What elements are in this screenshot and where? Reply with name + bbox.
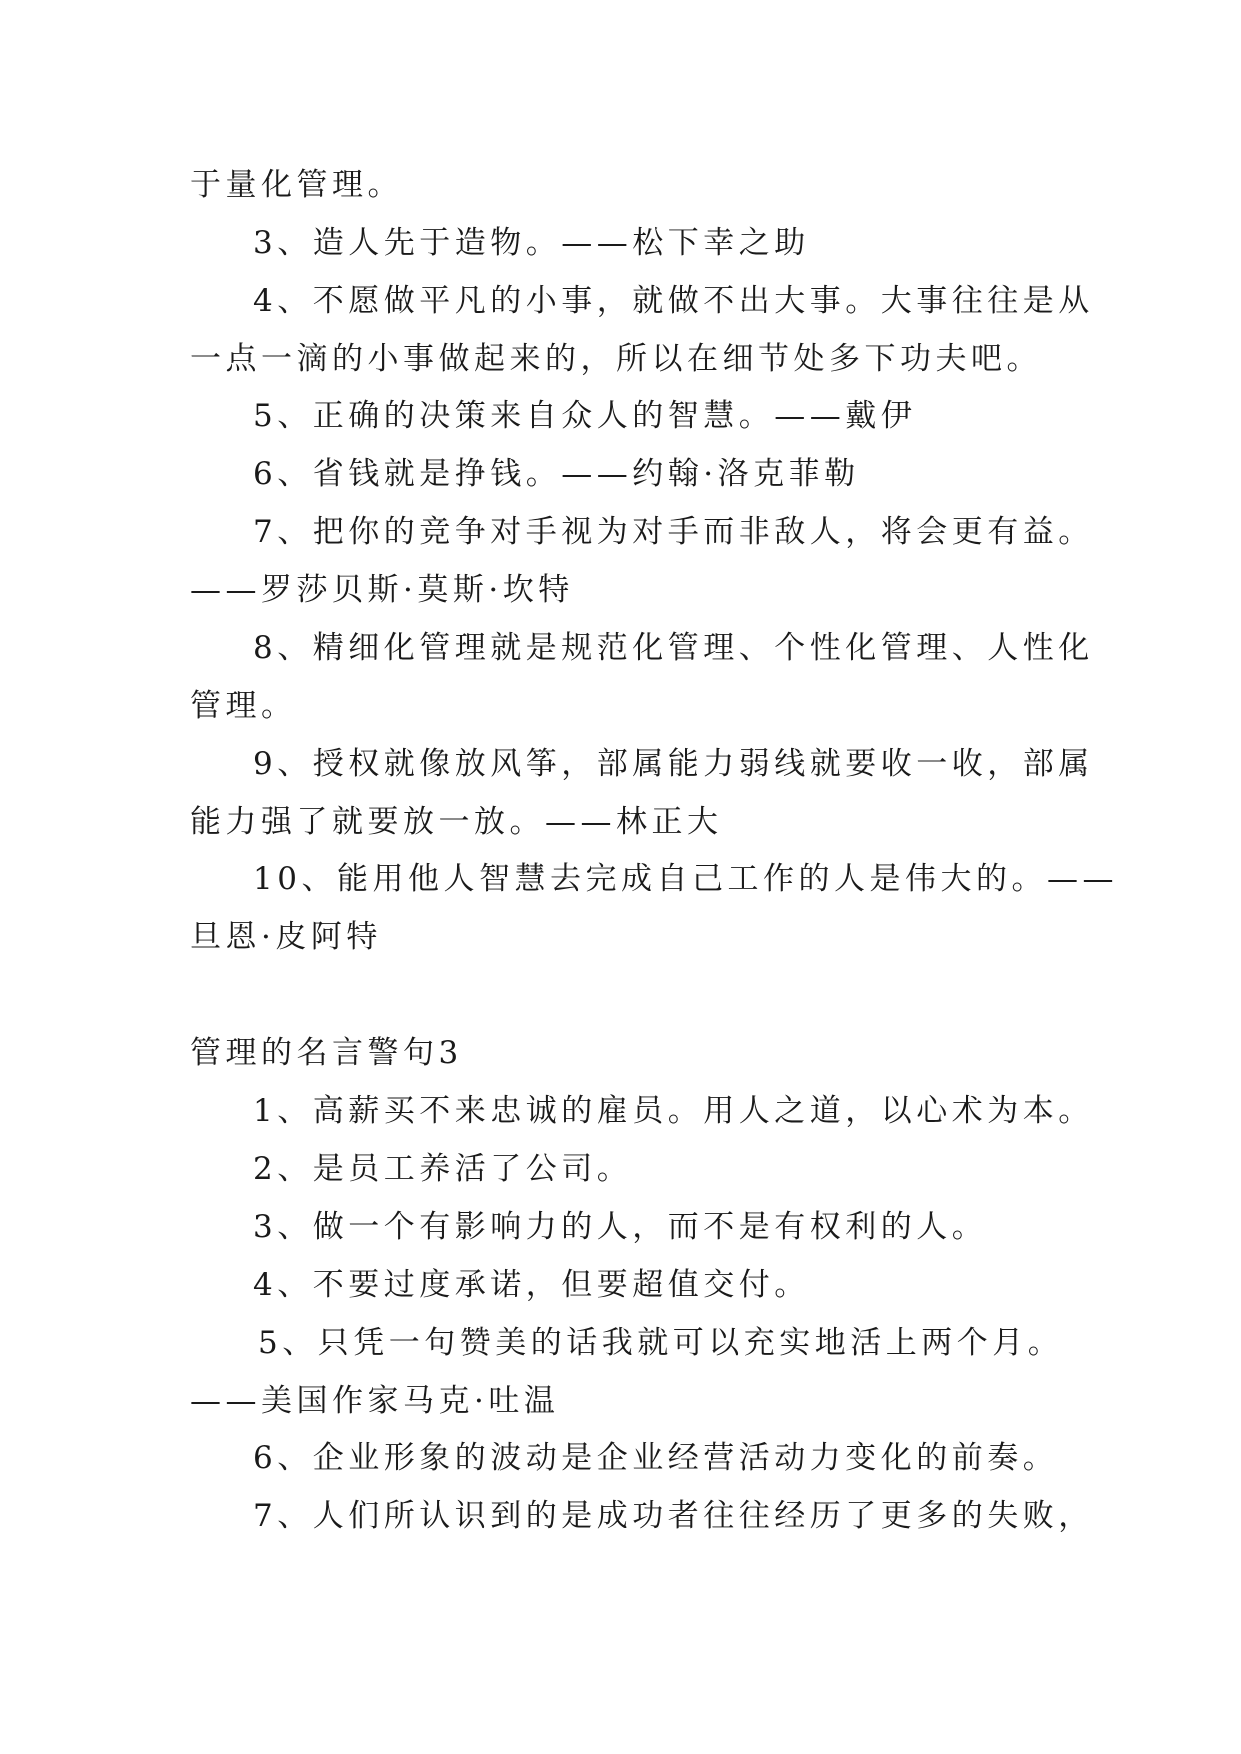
text-line: 管理。 [190,688,297,724]
text-line: 一点一滴的小事做起来的，所以在细节处多下功夫吧。 [190,341,1042,377]
section-heading: 管理的名言警句3 [190,1035,463,1071]
quote-item: 4、不要过度承诺，但要超值交付。 [253,1267,810,1303]
quote-item: 8、精细化管理就是规范化管理、个性化管理、人性化 [253,630,1094,666]
quote-item: 7、人们所认识到的是成功者往往经历了更多的失败， [253,1498,1094,1534]
quote-item: 6、企业形象的波动是企业经营活动力变化的前奏。 [253,1440,1059,1476]
quote-item: 7、把你的竞争对手视为对手而非敌人，将会更有益。 [253,514,1094,550]
quote-item: 3、做一个有影响力的人，而不是有权利的人。 [253,1209,988,1245]
quote-item: 3、造人先于造物。——松下幸之助 [253,225,810,261]
quote-item: 9、授权就像放风筝，部属能力弱线就要收一收，部属 [253,746,1094,782]
text-line: ——美国作家马克·吐温 [190,1383,560,1419]
text-line: 于量化管理。 [190,167,403,203]
quote-item: 6、省钱就是挣钱。——约翰·洛克菲勒 [253,456,860,492]
text-line: 能力强了就要放一放。——林正大 [190,804,723,840]
quote-item: 2、是员工养活了公司。 [253,1151,633,1187]
quote-item: 1、高薪买不来忠诚的雇员。用人之道，以心术为本。 [253,1093,1094,1129]
quote-item: 4、不愿做平凡的小事，就做不出大事。大事往往是从 [253,283,1094,319]
quote-item: 5、正确的决策来自众人的智慧。——戴伊 [253,398,917,434]
text-line: 旦恩·皮阿特 [190,919,382,955]
text-line: ——罗莎贝斯·莫斯·坎特 [190,572,574,608]
quote-item: 5、只凭一句赞美的话我就可以充实地活上两个月。 [258,1325,1064,1361]
quote-item: 10、能用他人智慧去完成自己工作的人是伟大的。—— [253,861,1118,897]
